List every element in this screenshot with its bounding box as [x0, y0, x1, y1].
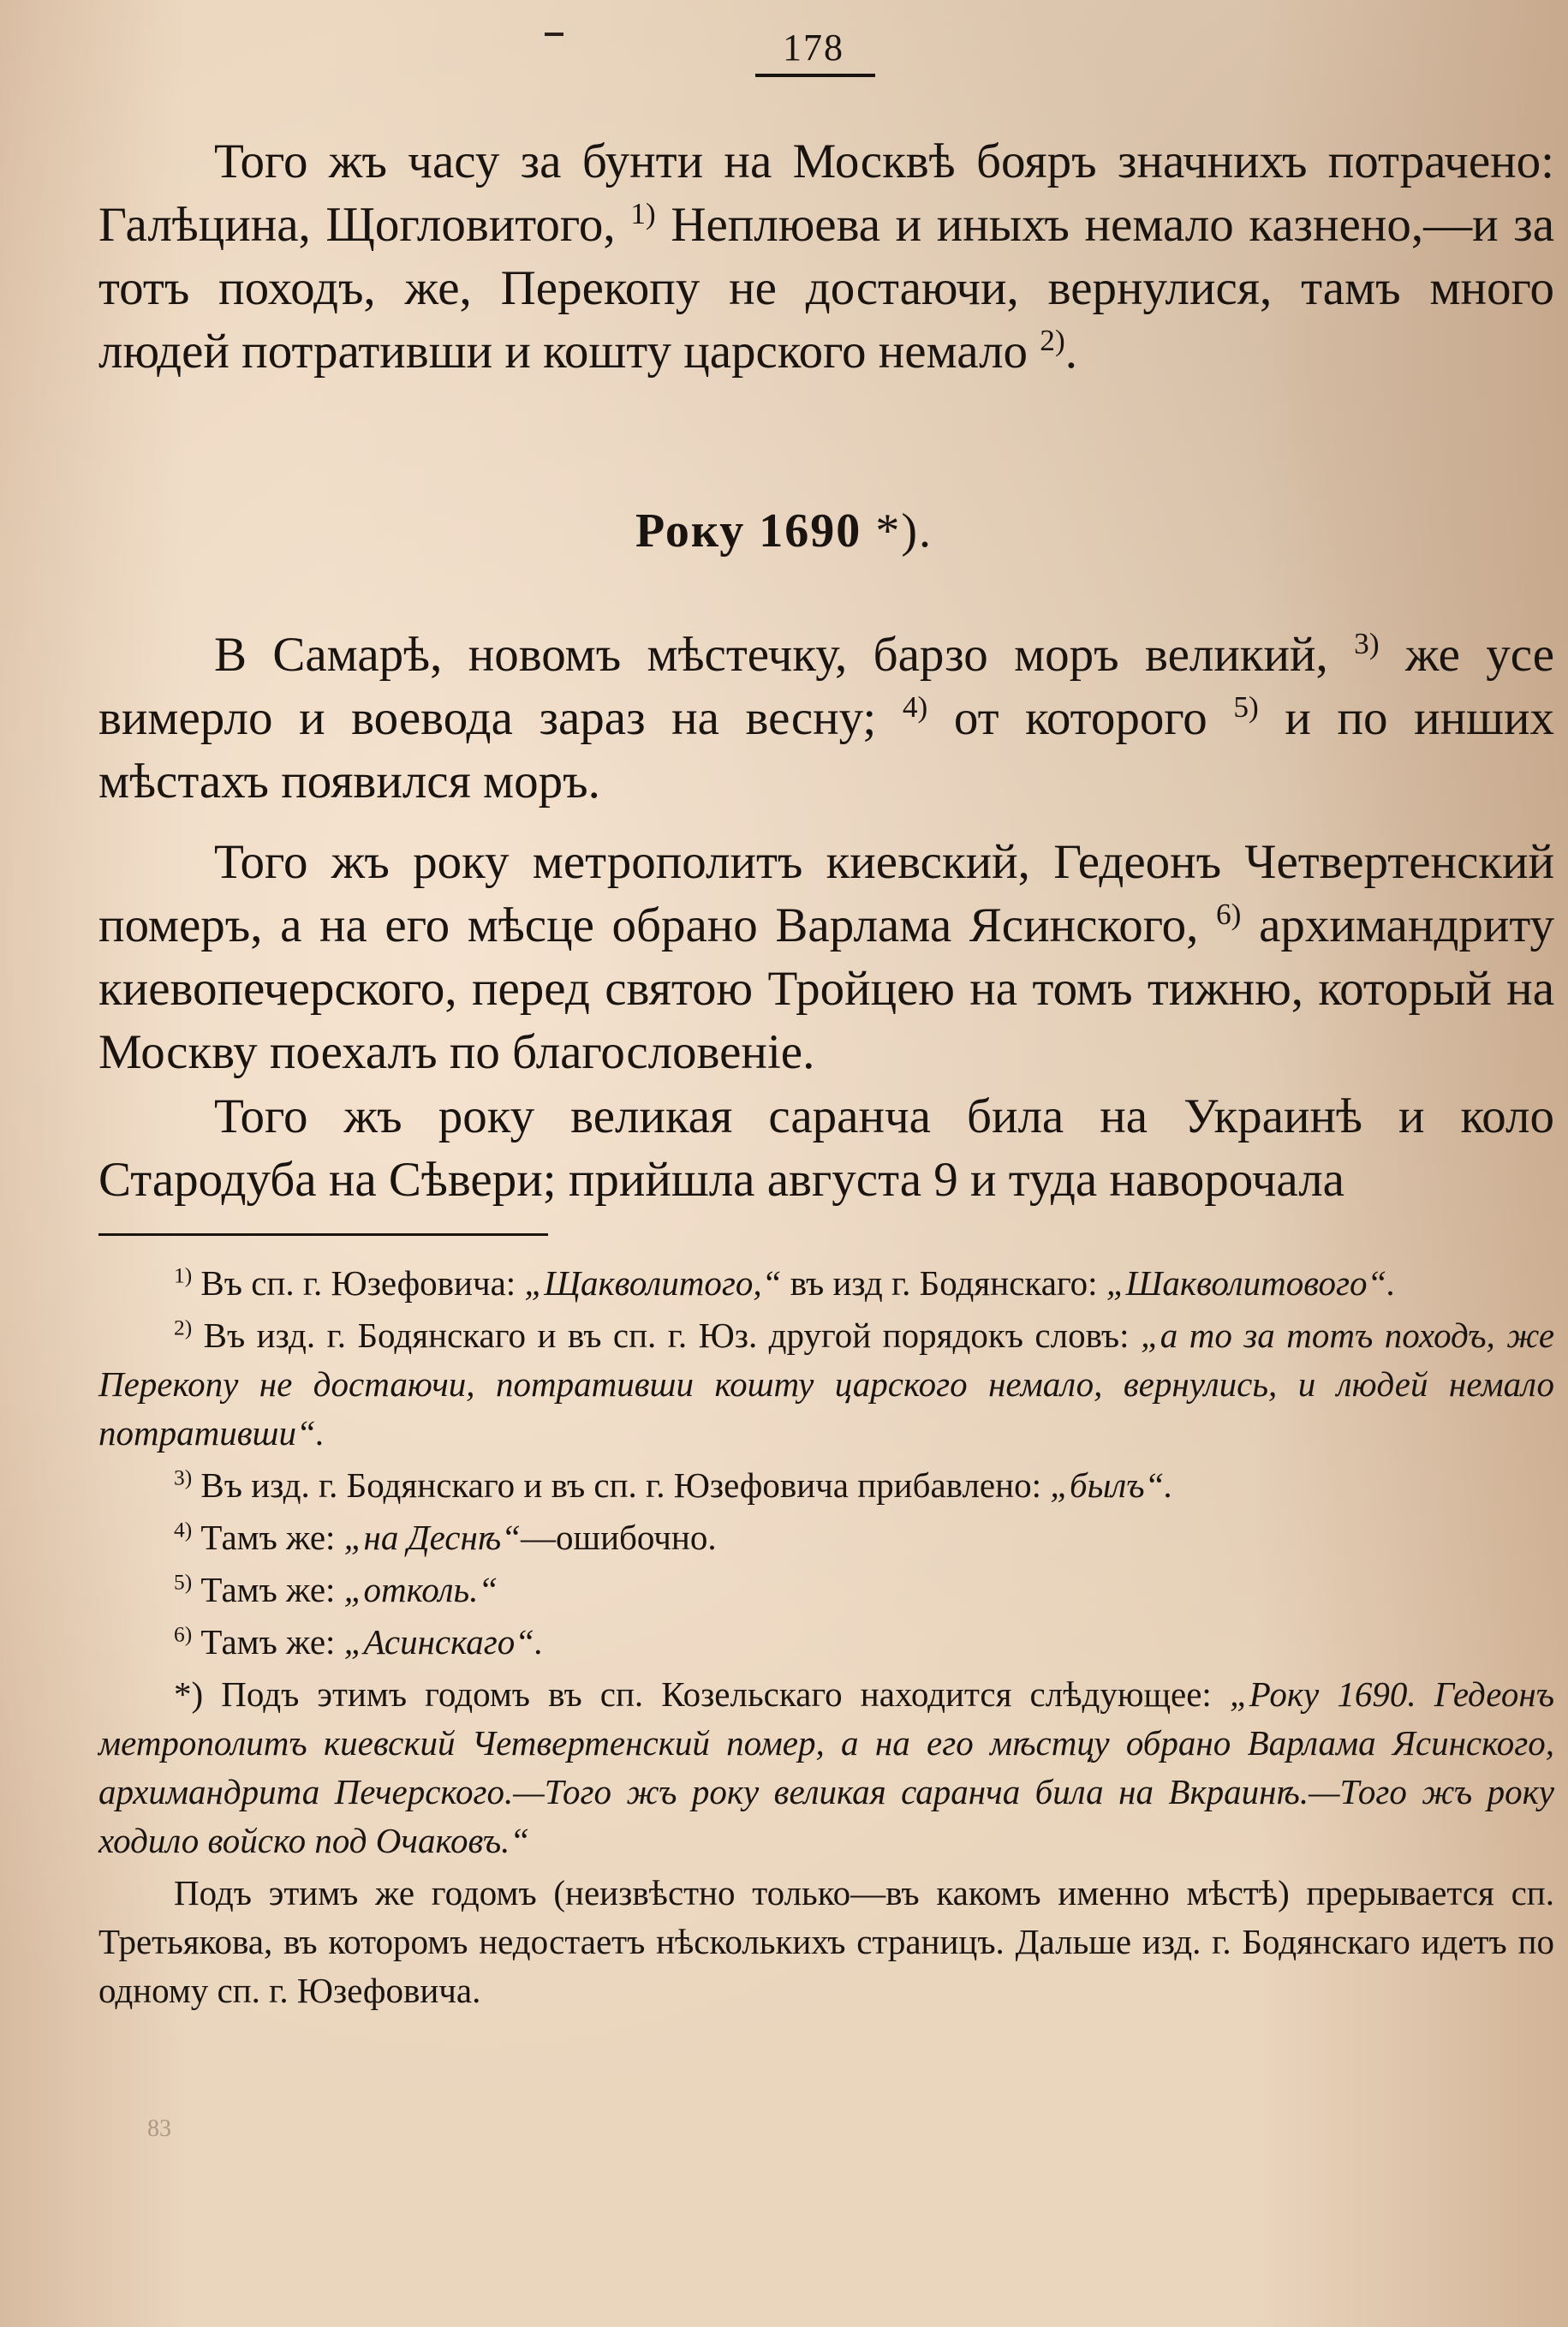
footnote-1-lead: Въ сп. г. Юзефовича:: [200, 1263, 516, 1303]
footnote-6-lead: Тамъ же:: [200, 1622, 336, 1662]
footnote-2-mark: 2): [174, 1316, 193, 1340]
footnote-closing: [98, 1869, 1554, 2015]
footnote-separator: [98, 1233, 548, 1236]
footnote-3: [98, 1461, 1554, 1510]
footnote-1-mid: въ изд г. Бодянскаго:: [790, 1263, 1098, 1303]
footnote-2-lead: Въ изд. г. Бодянскаго и въ сп. г. Юз. другой порядокъ словъ:: [203, 1316, 1130, 1355]
footnote-ref-2: 2): [1040, 324, 1065, 357]
paragraph-1-text: Того жъ часу за бунти на Москвѣ бояръ значнихъ потрачено: Галѣцина, Щогловитого,: [98, 134, 1554, 252]
footnotes: [98, 1259, 1554, 2019]
paragraph-1: [98, 130, 1554, 384]
footnote-5-lead: Тамъ же:: [200, 1570, 336, 1609]
footnote-6-mark: 6): [174, 1622, 193, 1647]
footnote-5-mark: 5): [174, 1570, 193, 1595]
footnote-5-quote: „отколь.“: [343, 1570, 498, 1609]
footnote-closing-text: Подъ этимъ же годомъ (неизвѣстно только—въ какомъ именно мѣстѣ) прерывается сп. Третьякова, въ которомъ недостаетъ нѣсколькихъ страницъ. Дальше изд. г. Бодянскаго идетъ по одному сп. г. Юзефовича.: [98, 1873, 1554, 2010]
footnote-1-mark: 1): [174, 1263, 193, 1288]
paragraph-2-text-4: и по инших мѣстахъ появился моръ.: [98, 691, 1555, 808]
footnote-1-quote-1: „Щакволитого,“: [524, 1263, 782, 1303]
footnote-ref-1: 1): [630, 197, 656, 230]
year-heading-title: Року 1690: [635, 504, 862, 558]
footnote-6: [98, 1618, 1554, 1667]
page-number: 178: [783, 27, 844, 69]
footnote-4-mark: 4): [174, 1518, 193, 1542]
footnote-4-quote: „на Деснѣ“: [343, 1518, 521, 1557]
paragraph-2-text-2: же усе вимерло и воевода зараз на весну;: [98, 628, 1555, 745]
year-heading-mark: *).: [875, 504, 933, 558]
footnote-3-mark: 3): [174, 1465, 193, 1490]
footnote-3-quote: „былъ“.: [1050, 1465, 1173, 1505]
footnote-3-lead: Въ изд. г. Бодянскаго и въ сп. г. Юзефовича прибавлено:: [200, 1465, 1041, 1505]
footnote-star-mark: *): [174, 1674, 204, 1714]
paragraph-3: [98, 831, 1554, 1084]
margin-dash: [545, 33, 563, 36]
footnote-ref-3: 3): [1354, 627, 1380, 660]
footnote-4-tail: —ошибочно.: [521, 1518, 717, 1557]
footnote-star-lead: Подъ этимъ годомъ въ сп. Козельскаго находится слѣдующее:: [221, 1674, 1212, 1714]
footnote-1: [98, 1259, 1554, 1308]
footnote-ref-6: 6): [1216, 898, 1242, 931]
year-heading: [0, 504, 1568, 558]
footnote-4-lead: Тамъ же:: [200, 1518, 336, 1557]
paragraph-3-text: Того жъ року метрополитъ киевский, Гедеонъ Четвертенский померъ, а на его мѣсце обрано Варлама Ясинского,: [98, 835, 1554, 952]
footnote-star: [98, 1670, 1554, 1865]
footnote-2: [98, 1311, 1554, 1458]
paragraph-2-text: В Самарѣ, новомъ мѣстечку, барзо моръ великий,: [214, 628, 1328, 682]
page-number-rule: [755, 74, 875, 77]
paragraph-4: [98, 1085, 1554, 1212]
paragraph-1-end: .: [1064, 325, 1077, 379]
footnote-1-quote-2: „Шакволитового“.: [1106, 1263, 1396, 1303]
footnote-ref-5: 5): [1233, 690, 1259, 724]
paragraph-2-text-3: от которого: [953, 691, 1207, 745]
footnote-6-quote: „Асинскаго“.: [343, 1622, 544, 1662]
footnote-5: [98, 1566, 1554, 1614]
footnote-star-quote: „Року 1690. Гедеонъ метрополитъ киевский Четвертенский помер, а на его мѣстцу обрано Варлама Ясинского, архимандрита Печерского.—Того жъ року великая саранча била на Вкраинѣ.—Того жъ року ходило войско под Очаковъ.“: [98, 1674, 1555, 1860]
footnote-2-quote: „а то за тотъ походъ, же Перекопу не достаючи, потративши кошту царского немало, вернулись, и людей немало потративши“.: [98, 1316, 1555, 1453]
footnote-4: [98, 1513, 1554, 1562]
paragraph-2: [98, 624, 1554, 814]
paragraph-3-text-2: архимандриту киевопечерского, перед святою Тройцею на томъ тижню, который на Москву поехалъ по благословеніе.: [98, 898, 1555, 1079]
footnote-ref-4: 4): [902, 690, 928, 724]
faint-mark: 83: [147, 2115, 171, 2142]
paragraph-1-text-2: Неплюева и иныхъ немало казнено,—и за тотъ походъ, же, Перекопу не достаючи, вернулися, тамъ много людей потративши и кошту царского немало: [98, 198, 1555, 379]
paragraph-4-text: Того жъ року великая саранча била на Украинѣ и коло Стародуба на Сѣвери; прийшла августа 9 и туда наворочала: [98, 1089, 1554, 1207]
